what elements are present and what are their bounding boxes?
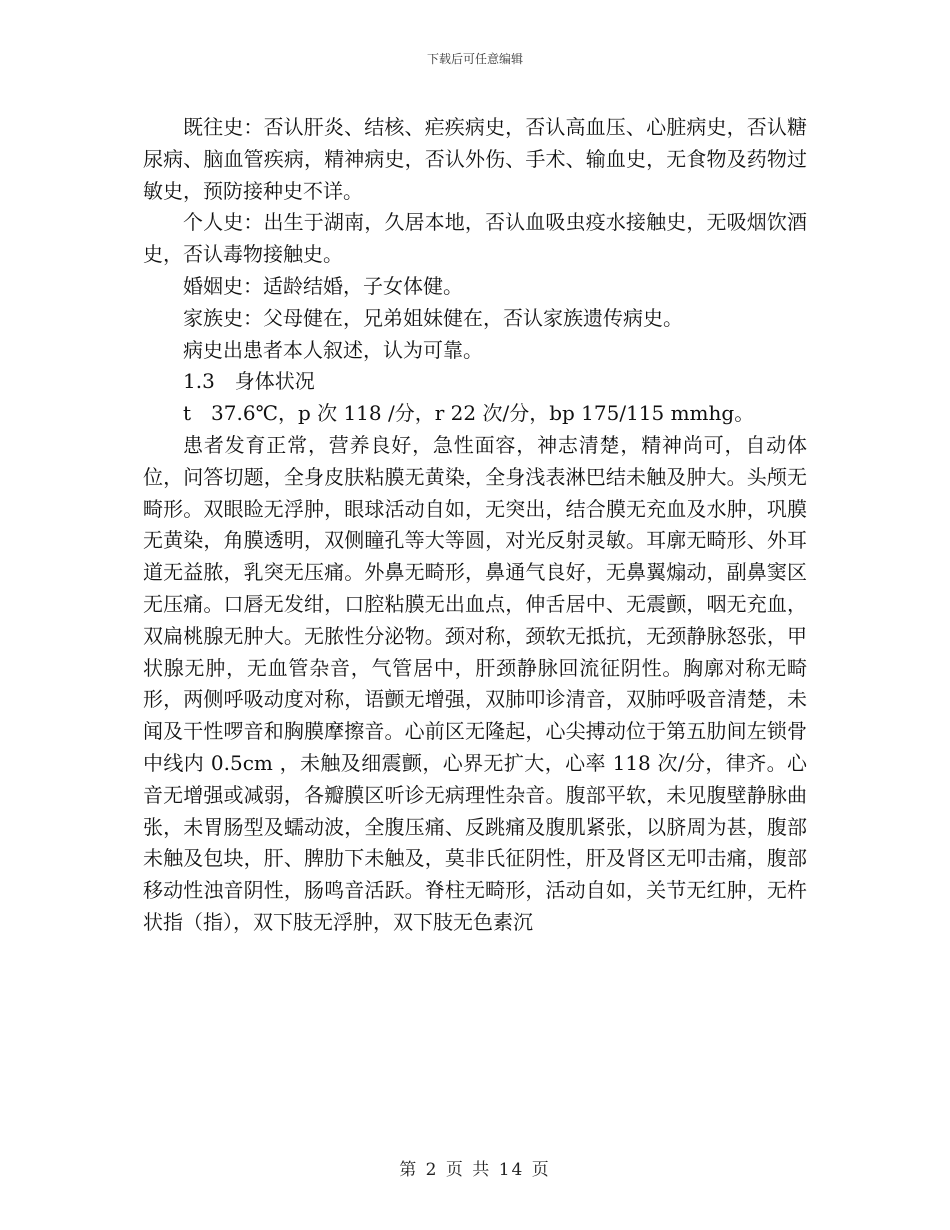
history-source-paragraph: 病史出患者本人叙述，认为可靠。: [183, 337, 483, 362]
page-header-note: 下载后可任意编辑: [426, 52, 523, 66]
page-number-footer: 第 2 页 共 14 页: [399, 1160, 551, 1180]
vital-signs-paragraph: t 37.6℃，p 次 118 /分，r 22 次/分，bp 175/115 mmhg。: [183, 401, 755, 426]
family-history-paragraph: 家族史：父母健在，兄弟姐妹健在，否认家族遗传病史。: [183, 305, 683, 330]
marital-history-paragraph: 婚姻史：适龄结婚，子女体健。: [183, 273, 463, 298]
physical-exam-paragraph: 患者发育正常，营养良好，急性面容，神志清楚，精神尚可，自动体位，问答切题，全身皮肤粘膜无黄染，全身浅表淋巴结未触及肿大。头颅无畸形。双眼睑无浮肿，眼球活动自如，无突出，结合膜无充血及水肿，巩膜无黄染，角膜透明，双侧瞳孔等大等圆，对光反射灵敏。耳廓无畸形、外耳道无益脓，乳突无压痛。外鼻无畸形，鼻通气良好，无鼻翼煽动，副鼻窦区无压痛。口唇无发绀，口腔粘膜无出血点，伸舌居中、无震颤，咽无充血，双扁桃腺无肿大。无脓性分泌物。颈对称，颈软无抵抗，无颈静脉怒张，甲状腺无肿，无血管杂音，气管居中，肝颈静脉回流征阴性。胸廓对称无畸形，两侧呼吸动度对称，语颤无增强，双肺叩诊清音，双肺呼吸音清楚，未闻及干性啰音和胸膜摩擦音。心前区无隆起，心尖搏动位于第五肋间左锁骨中线内 0.5cm ，未触及细震颤，心界无扩大，心率 118 次/分，律齐。心音无增强或减弱，各瓣膜区听诊无病理性杂音。腹部平软，未见腹壁静脉曲张，未胃肠型及蠕动波，全腹压痛、反跳痛及腹肌紧张，以脐周为甚，腹部未触及包块，肝、脾肋下未触及，莫非氏征阴性，肝及肾区无叩击痛，腹部移动性浊音阴性，肠鸣音活跃。脊柱无畸形，活动自如，关节无红肿，无杵状指（指），双下肢无浮肿，双下肢无色素沉: [143, 432, 807, 934]
document-body: [143, 112, 807, 939]
personal-history-paragraph: 个人史：出生于湖南，久居本地，否认血吸虫疫水接触史，无吸烟饮酒史，否认毒物接触史。: [143, 210, 807, 267]
section-heading: 1.3 身体状况: [183, 369, 315, 394]
past-history-paragraph: 既往史：否认肝炎、结核、疟疾病史，否认高血压、心脏病史，否认糖尿病、脑血管疾病，精神病史，否认外伤、手术、输血史，无食物及药物过敏史，预防接种史不详。: [143, 115, 807, 203]
